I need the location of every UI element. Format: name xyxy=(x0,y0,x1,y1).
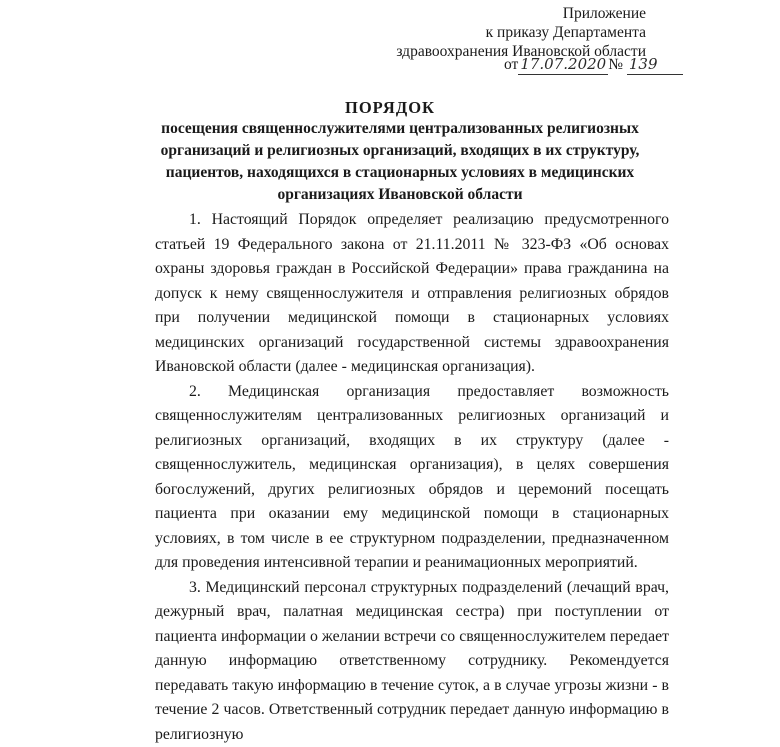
document-body xyxy=(155,208,669,747)
order-date-number xyxy=(504,55,683,75)
number-prefix: № xyxy=(608,56,623,73)
appendix-label: Приложение xyxy=(563,4,646,23)
date-prefix: от xyxy=(504,56,518,73)
department-name: здравоохранения Ивановской области xyxy=(396,42,646,61)
order-number: 139 xyxy=(627,55,683,75)
order-reference: к приказу Департамента xyxy=(486,23,646,42)
paragraph-1: 1. Настоящий Порядок определяет реализацию предусмотренного статьей 19 Федерального закона от 21.11.2011 № 323-ФЗ «Об основах охраны здоровья граждан в Российской Федерации» права гражданина на допуск к нему священнослужителя и отправления религиозных обрядов при получении медицинской помощи в стационарных условиях медицинских организаций государственной системы здравоохранения Ивановской области (далее - медицинская организация). xyxy=(155,208,669,380)
document-title: ПОРЯДОК xyxy=(0,98,780,118)
paragraph-2: 2. Медицинская организация предоставляет возможность священнослужителям централизованных религиозных организаций и религиозных организаций, входящих в их структуру (далее - священнослужитель, медицинская организация), в целях совершения богослужений, других религиозных обрядов и церемоний посещать пациента при оказании ему медицинской помощи в стационарных условиях, в том числе в ее структурном подразделении, предназначенном для проведения интенсивной терапии и реанимационных мероприятий. xyxy=(155,380,669,576)
document-subtitle: посещения священнослужителями централизованных религиозных организаций и религиозных организаций, входящих в их структуру, пациентов, находящихся в стационарных условиях в медицинских организациях Ивановской области xyxy=(140,118,660,206)
paragraph-3: 3. Медицинский персонал структурных подразделений (лечащий врач, дежурный врач, палатная медицинская сестра) при поступлении от пациента информации о желании встречи со священнослужителем передает данную информацию ответственному сотруднику. Рекомендуется передавать такую информацию в течение суток, а в случае угрозы жизни - в течение 2 часов. Ответственный сотрудник передает данную информацию в религиозную xyxy=(155,576,669,747)
order-date: 17.07.2020 xyxy=(518,55,608,75)
